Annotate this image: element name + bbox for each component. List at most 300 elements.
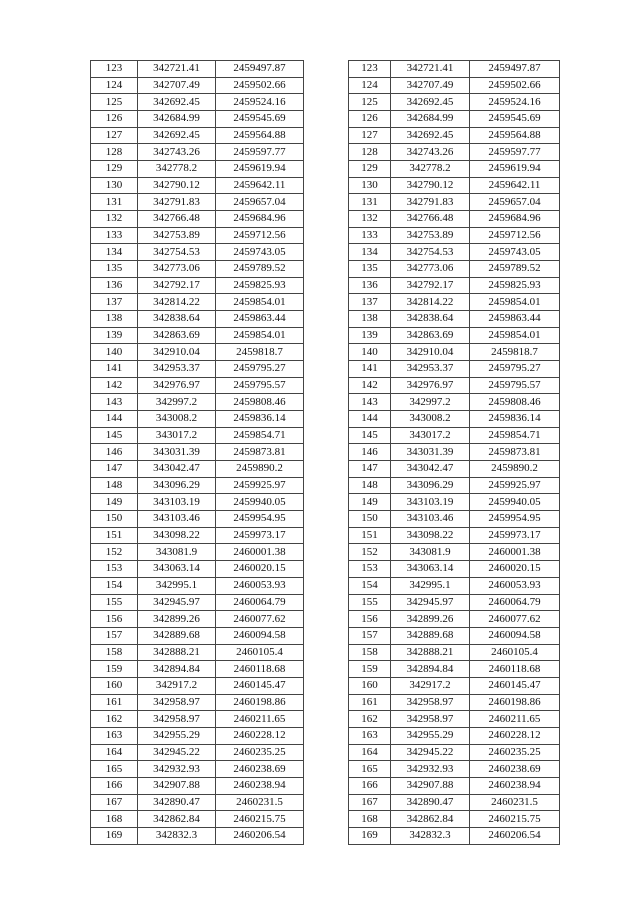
x-coordinate-cell: 342890.47 (138, 794, 216, 811)
x-coordinate-cell: 342863.69 (138, 327, 216, 344)
y-coordinate-cell: 2459619.94 (470, 161, 560, 178)
x-coordinate-cell: 343063.14 (391, 561, 470, 578)
table-row (91, 477, 304, 494)
x-coordinate-cell: 342791.83 (391, 194, 470, 211)
point-number-cell: 135 (91, 261, 138, 278)
point-number-cell: 154 (349, 577, 391, 594)
point-number-cell: 158 (349, 644, 391, 661)
y-coordinate-cell: 2460001.38 (216, 544, 304, 561)
table-row (91, 594, 304, 611)
x-coordinate-cell: 342958.97 (391, 711, 470, 728)
y-coordinate-cell: 2459873.81 (216, 444, 304, 461)
table-row (91, 461, 304, 478)
point-number-cell: 152 (349, 544, 391, 561)
y-coordinate-cell: 2459854.01 (216, 327, 304, 344)
y-coordinate-cell: 2459808.46 (216, 394, 304, 411)
table-row (91, 527, 304, 544)
y-coordinate-cell: 2460064.79 (470, 594, 560, 611)
point-number-cell: 169 (91, 827, 138, 844)
table-row (91, 661, 304, 678)
point-number-cell: 131 (349, 194, 391, 211)
y-coordinate-cell: 2459873.81 (470, 444, 560, 461)
x-coordinate-cell: 342838.64 (138, 311, 216, 328)
table-row (349, 827, 560, 844)
point-number-cell: 123 (91, 61, 138, 78)
table-row (91, 211, 304, 228)
y-coordinate-cell: 2460215.75 (216, 811, 304, 828)
x-coordinate-cell: 342766.48 (138, 211, 216, 228)
y-coordinate-cell: 2459524.16 (470, 94, 560, 111)
point-number-cell: 133 (349, 227, 391, 244)
x-coordinate-cell: 343017.2 (138, 427, 216, 444)
table-row (349, 227, 560, 244)
table-row (91, 511, 304, 528)
table-row (91, 694, 304, 711)
x-coordinate-cell: 342721.41 (391, 61, 470, 78)
point-number-cell: 126 (91, 111, 138, 128)
x-coordinate-cell: 343098.22 (391, 527, 470, 544)
y-coordinate-cell: 2459973.17 (216, 527, 304, 544)
y-coordinate-cell: 2459497.87 (470, 61, 560, 78)
y-coordinate-cell: 2459497.87 (216, 61, 304, 78)
y-coordinate-cell: 2460238.94 (216, 777, 304, 794)
table-row (91, 761, 304, 778)
table-row (91, 94, 304, 111)
y-coordinate-cell: 2460001.38 (470, 544, 560, 561)
point-number-cell: 143 (349, 394, 391, 411)
y-coordinate-cell: 2459836.14 (470, 411, 560, 428)
point-number-cell: 144 (349, 411, 391, 428)
x-coordinate-cell: 343008.2 (391, 411, 470, 428)
y-coordinate-cell: 2459940.05 (216, 494, 304, 511)
y-coordinate-cell: 2459743.05 (470, 244, 560, 261)
y-coordinate-cell: 2460215.75 (470, 811, 560, 828)
x-coordinate-cell: 342832.3 (138, 827, 216, 844)
point-number-cell: 138 (349, 311, 391, 328)
x-coordinate-cell: 343103.19 (138, 494, 216, 511)
x-coordinate-cell: 342910.04 (391, 344, 470, 361)
x-coordinate-cell: 342945.97 (391, 594, 470, 611)
coordinate-table-left (90, 60, 304, 845)
x-coordinate-cell: 342743.26 (138, 144, 216, 161)
y-coordinate-cell: 2459789.52 (216, 261, 304, 278)
y-coordinate-cell: 2459619.94 (216, 161, 304, 178)
x-coordinate-cell: 343042.47 (391, 461, 470, 478)
x-coordinate-cell: 342778.2 (138, 161, 216, 178)
y-coordinate-cell: 2459642.11 (216, 177, 304, 194)
y-coordinate-cell: 2460228.12 (470, 727, 560, 744)
x-coordinate-cell: 342997.2 (138, 394, 216, 411)
x-coordinate-cell: 342692.45 (391, 94, 470, 111)
x-coordinate-cell: 342754.53 (391, 244, 470, 261)
x-coordinate-cell: 343103.46 (138, 511, 216, 528)
point-number-cell: 130 (91, 177, 138, 194)
x-coordinate-cell: 342692.45 (138, 127, 216, 144)
point-number-cell: 138 (91, 311, 138, 328)
point-number-cell: 159 (349, 661, 391, 678)
point-number-cell: 165 (91, 761, 138, 778)
y-coordinate-cell: 2459502.66 (470, 77, 560, 94)
point-number-cell: 142 (91, 377, 138, 394)
table-row (91, 727, 304, 744)
coordinate-table-right (348, 60, 560, 845)
point-number-cell: 152 (91, 544, 138, 561)
point-number-cell: 124 (91, 77, 138, 94)
table-row (91, 394, 304, 411)
point-number-cell: 161 (349, 694, 391, 711)
x-coordinate-cell: 342862.84 (391, 811, 470, 828)
y-coordinate-cell: 2459789.52 (470, 261, 560, 278)
point-number-cell: 169 (349, 827, 391, 844)
table-row (349, 77, 560, 94)
point-number-cell: 153 (91, 561, 138, 578)
point-number-cell: 137 (349, 294, 391, 311)
y-coordinate-cell: 2459825.93 (470, 277, 560, 294)
y-coordinate-cell: 2460228.12 (216, 727, 304, 744)
x-coordinate-cell: 342945.22 (138, 744, 216, 761)
table-row (349, 127, 560, 144)
x-coordinate-cell: 342889.68 (138, 627, 216, 644)
x-coordinate-cell: 343031.39 (138, 444, 216, 461)
point-number-cell: 162 (91, 711, 138, 728)
point-number-cell: 137 (91, 294, 138, 311)
table-row (349, 761, 560, 778)
table-row (349, 261, 560, 278)
y-coordinate-cell: 2460206.54 (216, 827, 304, 844)
table-row (349, 727, 560, 744)
point-number-cell: 162 (349, 711, 391, 728)
x-coordinate-cell: 342945.97 (138, 594, 216, 611)
y-coordinate-cell: 2459925.97 (216, 477, 304, 494)
point-number-cell: 144 (91, 411, 138, 428)
point-number-cell: 142 (349, 377, 391, 394)
point-number-cell: 150 (349, 511, 391, 528)
y-coordinate-cell: 2459854.01 (216, 294, 304, 311)
y-coordinate-cell: 2460094.58 (470, 627, 560, 644)
y-coordinate-cell: 2459502.66 (216, 77, 304, 94)
point-number-cell: 145 (91, 427, 138, 444)
table-row (349, 377, 560, 394)
table-row (91, 361, 304, 378)
y-coordinate-cell: 2459545.69 (470, 111, 560, 128)
x-coordinate-cell: 342814.22 (391, 294, 470, 311)
y-coordinate-cell: 2460211.65 (216, 711, 304, 728)
point-number-cell: 127 (349, 127, 391, 144)
y-coordinate-cell: 2459684.96 (470, 211, 560, 228)
point-number-cell: 151 (349, 527, 391, 544)
point-number-cell: 126 (349, 111, 391, 128)
table-row (91, 577, 304, 594)
table-row (91, 244, 304, 261)
x-coordinate-cell: 342917.2 (138, 677, 216, 694)
y-coordinate-cell: 2460145.47 (216, 677, 304, 694)
table-row (91, 111, 304, 128)
y-coordinate-cell: 2460020.15 (470, 561, 560, 578)
table-row (91, 744, 304, 761)
point-number-cell: 151 (91, 527, 138, 544)
point-number-cell: 161 (91, 694, 138, 711)
y-coordinate-cell: 2459684.96 (216, 211, 304, 228)
table-row (91, 194, 304, 211)
y-coordinate-cell: 2459712.56 (216, 227, 304, 244)
point-number-cell: 157 (349, 627, 391, 644)
table-row (91, 627, 304, 644)
table-row (349, 61, 560, 78)
point-number-cell: 163 (91, 727, 138, 744)
x-coordinate-cell: 342899.26 (138, 611, 216, 628)
y-coordinate-cell: 2460238.69 (216, 761, 304, 778)
point-number-cell: 160 (349, 677, 391, 694)
point-number-cell: 158 (91, 644, 138, 661)
x-coordinate-cell: 343042.47 (138, 461, 216, 478)
x-coordinate-cell: 342838.64 (391, 311, 470, 328)
x-coordinate-cell: 342721.41 (138, 61, 216, 78)
point-number-cell: 139 (91, 327, 138, 344)
x-coordinate-cell: 342899.26 (391, 611, 470, 628)
table-row (349, 494, 560, 511)
table-row (349, 177, 560, 194)
x-coordinate-cell: 342814.22 (138, 294, 216, 311)
y-coordinate-cell: 2459657.04 (216, 194, 304, 211)
y-coordinate-cell: 2459940.05 (470, 494, 560, 511)
x-coordinate-cell: 342976.97 (138, 377, 216, 394)
x-coordinate-cell: 343103.19 (391, 494, 470, 511)
table-row (349, 394, 560, 411)
table-row (91, 294, 304, 311)
table-row (349, 277, 560, 294)
point-number-cell: 155 (349, 594, 391, 611)
x-coordinate-cell: 342790.12 (391, 177, 470, 194)
table-row (91, 544, 304, 561)
table-row (91, 644, 304, 661)
table-row (349, 427, 560, 444)
table-row (349, 311, 560, 328)
y-coordinate-cell: 2460198.86 (216, 694, 304, 711)
table-row (91, 144, 304, 161)
y-coordinate-cell: 2460077.62 (470, 611, 560, 628)
point-number-cell: 168 (91, 811, 138, 828)
table-row (91, 711, 304, 728)
table-row (91, 227, 304, 244)
x-coordinate-cell: 342953.37 (391, 361, 470, 378)
y-coordinate-cell: 2459597.77 (216, 144, 304, 161)
point-number-cell: 135 (349, 261, 391, 278)
x-coordinate-cell: 343017.2 (391, 427, 470, 444)
y-coordinate-cell: 2459973.17 (470, 527, 560, 544)
y-coordinate-cell: 2459743.05 (216, 244, 304, 261)
y-coordinate-cell: 2460077.62 (216, 611, 304, 628)
x-coordinate-cell: 342917.2 (391, 677, 470, 694)
y-coordinate-cell: 2459795.57 (216, 377, 304, 394)
table-row (349, 644, 560, 661)
x-coordinate-cell: 342945.22 (391, 744, 470, 761)
table-row (349, 444, 560, 461)
point-number-cell: 123 (349, 61, 391, 78)
y-coordinate-cell: 2459854.71 (216, 427, 304, 444)
y-coordinate-cell: 2459657.04 (470, 194, 560, 211)
coordinate-table-right-body (349, 61, 560, 845)
y-coordinate-cell: 2459642.11 (470, 177, 560, 194)
point-number-cell: 140 (91, 344, 138, 361)
table-row (91, 61, 304, 78)
table-row (91, 311, 304, 328)
y-coordinate-cell: 2459854.01 (470, 327, 560, 344)
y-coordinate-cell: 2459854.01 (470, 294, 560, 311)
y-coordinate-cell: 2460105.4 (216, 644, 304, 661)
point-number-cell: 136 (349, 277, 391, 294)
point-number-cell: 159 (91, 661, 138, 678)
x-coordinate-cell: 342778.2 (391, 161, 470, 178)
point-number-cell: 125 (91, 94, 138, 111)
table-row (349, 477, 560, 494)
y-coordinate-cell: 2460238.94 (470, 777, 560, 794)
y-coordinate-cell: 2460231.5 (470, 794, 560, 811)
y-coordinate-cell: 2459863.44 (216, 311, 304, 328)
table-row (349, 361, 560, 378)
point-number-cell: 153 (349, 561, 391, 578)
point-number-cell: 132 (349, 211, 391, 228)
x-coordinate-cell: 343098.22 (138, 527, 216, 544)
point-number-cell: 155 (91, 594, 138, 611)
point-number-cell: 147 (91, 461, 138, 478)
point-number-cell: 154 (91, 577, 138, 594)
table-row (349, 211, 560, 228)
table-row (349, 744, 560, 761)
y-coordinate-cell: 2460064.79 (216, 594, 304, 611)
x-coordinate-cell: 343081.9 (391, 544, 470, 561)
table-row (91, 494, 304, 511)
y-coordinate-cell: 2459890.2 (470, 461, 560, 478)
x-coordinate-cell: 342792.17 (138, 277, 216, 294)
table-row (91, 277, 304, 294)
x-coordinate-cell: 342862.84 (138, 811, 216, 828)
point-number-cell: 146 (91, 444, 138, 461)
table-row (91, 444, 304, 461)
point-number-cell: 134 (91, 244, 138, 261)
point-number-cell: 167 (91, 794, 138, 811)
y-coordinate-cell: 2460053.93 (470, 577, 560, 594)
y-coordinate-cell: 2459712.56 (470, 227, 560, 244)
table-row (349, 511, 560, 528)
x-coordinate-cell: 342907.88 (391, 777, 470, 794)
point-number-cell: 156 (349, 611, 391, 628)
point-number-cell: 160 (91, 677, 138, 694)
point-number-cell: 131 (91, 194, 138, 211)
x-coordinate-cell: 342832.3 (391, 827, 470, 844)
y-coordinate-cell: 2460198.86 (470, 694, 560, 711)
point-number-cell: 141 (91, 361, 138, 378)
x-coordinate-cell: 342753.89 (138, 227, 216, 244)
y-coordinate-cell: 2459795.57 (470, 377, 560, 394)
y-coordinate-cell: 2460235.25 (216, 744, 304, 761)
table-row (91, 794, 304, 811)
point-number-cell: 141 (349, 361, 391, 378)
point-number-cell: 128 (349, 144, 391, 161)
x-coordinate-cell: 342773.06 (391, 261, 470, 278)
x-coordinate-cell: 342684.99 (391, 111, 470, 128)
table-row (91, 427, 304, 444)
x-coordinate-cell: 342790.12 (138, 177, 216, 194)
x-coordinate-cell: 342888.21 (391, 644, 470, 661)
table-row (349, 327, 560, 344)
point-number-cell: 143 (91, 394, 138, 411)
point-number-cell: 133 (91, 227, 138, 244)
x-coordinate-cell: 342958.97 (391, 694, 470, 711)
y-coordinate-cell: 2459524.16 (216, 94, 304, 111)
table-row (91, 677, 304, 694)
x-coordinate-cell: 342997.2 (391, 394, 470, 411)
table-row (349, 711, 560, 728)
point-number-cell: 167 (349, 794, 391, 811)
y-coordinate-cell: 2460118.68 (216, 661, 304, 678)
table-row (349, 544, 560, 561)
y-coordinate-cell: 2459545.69 (216, 111, 304, 128)
table-row (349, 577, 560, 594)
y-coordinate-cell: 2459954.95 (216, 511, 304, 528)
x-coordinate-cell: 342894.84 (138, 661, 216, 678)
y-coordinate-cell: 2459818.7 (470, 344, 560, 361)
x-coordinate-cell: 342692.45 (391, 127, 470, 144)
point-number-cell: 140 (349, 344, 391, 361)
table-row (349, 811, 560, 828)
x-coordinate-cell: 342707.49 (391, 77, 470, 94)
point-number-cell: 150 (91, 511, 138, 528)
table-row (349, 527, 560, 544)
point-number-cell: 156 (91, 611, 138, 628)
table-row (349, 161, 560, 178)
x-coordinate-cell: 342766.48 (391, 211, 470, 228)
y-coordinate-cell: 2459925.97 (470, 477, 560, 494)
table-row (91, 161, 304, 178)
x-coordinate-cell: 343063.14 (138, 561, 216, 578)
table-row (349, 627, 560, 644)
y-coordinate-cell: 2460094.58 (216, 627, 304, 644)
x-coordinate-cell: 342692.45 (138, 94, 216, 111)
table-row (349, 794, 560, 811)
y-coordinate-cell: 2460206.54 (470, 827, 560, 844)
table-row (91, 377, 304, 394)
y-coordinate-cell: 2460145.47 (470, 677, 560, 694)
x-coordinate-cell: 342955.29 (138, 727, 216, 744)
x-coordinate-cell: 342754.53 (138, 244, 216, 261)
x-coordinate-cell: 342955.29 (391, 727, 470, 744)
point-number-cell: 157 (91, 627, 138, 644)
x-coordinate-cell: 343096.29 (138, 477, 216, 494)
x-coordinate-cell: 343008.2 (138, 411, 216, 428)
table-row (91, 327, 304, 344)
coordinate-table-left-body (91, 61, 304, 845)
point-number-cell: 136 (91, 277, 138, 294)
point-number-cell: 148 (349, 477, 391, 494)
y-coordinate-cell: 2460118.68 (470, 661, 560, 678)
x-coordinate-cell: 342888.21 (138, 644, 216, 661)
point-number-cell: 130 (349, 177, 391, 194)
x-coordinate-cell: 343096.29 (391, 477, 470, 494)
table-row (349, 694, 560, 711)
table-row (349, 144, 560, 161)
point-number-cell: 124 (349, 77, 391, 94)
x-coordinate-cell: 342894.84 (391, 661, 470, 678)
y-coordinate-cell: 2459836.14 (216, 411, 304, 428)
x-coordinate-cell: 342958.97 (138, 694, 216, 711)
y-coordinate-cell: 2460211.65 (470, 711, 560, 728)
point-number-cell: 128 (91, 144, 138, 161)
table-row (91, 344, 304, 361)
x-coordinate-cell: 342773.06 (138, 261, 216, 278)
x-coordinate-cell: 342932.93 (138, 761, 216, 778)
table-row (349, 94, 560, 111)
y-coordinate-cell: 2460231.5 (216, 794, 304, 811)
